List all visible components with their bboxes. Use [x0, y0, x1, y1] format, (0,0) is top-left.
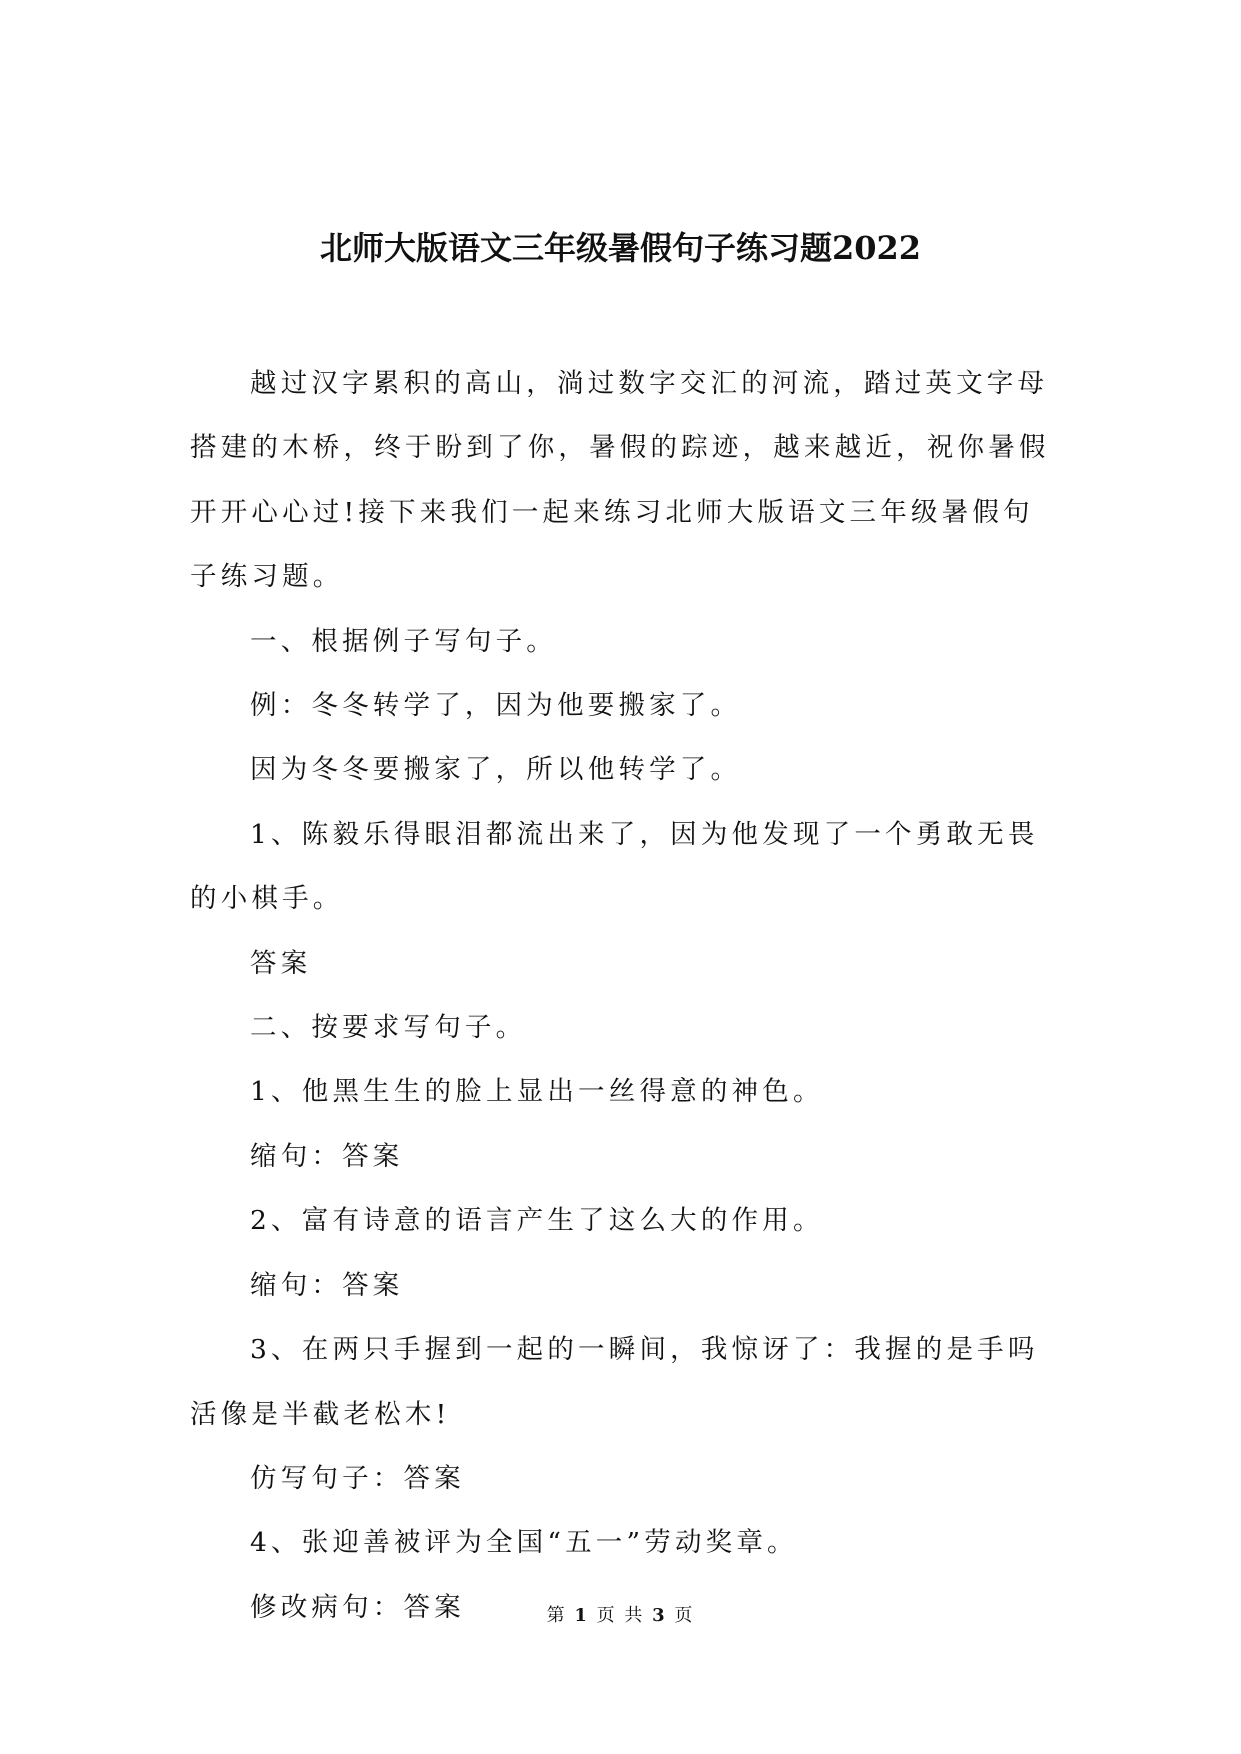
section-heading-1: 一、根据例子写句子。 — [250, 625, 557, 657]
example-rewrite: 因为冬冬要搬家了，所以他转学了。 — [250, 754, 742, 786]
current-page-number: 1 — [574, 1605, 589, 1626]
question-paragraph: 2、富有诗意的语言产生了这么大的作用。 — [250, 1205, 824, 1237]
section-heading-2: 二、按要求写句子。 — [250, 1012, 527, 1044]
footer-prefix: 第 — [546, 1605, 567, 1626]
answer-label: 仿写句子：答案 — [250, 1462, 465, 1494]
question-paragraph: 1、陈毅乐得眼泪都流出来了，因为他发现了一个勇敢无畏的小棋手。 — [190, 818, 1039, 915]
example-sentence: 例：冬冬转学了，因为他要搬家了。 — [250, 690, 742, 722]
question-paragraph: 3、在两只手握到一起的一瞬间，我惊讶了：我握的是手吗 活像是半截老松木! — [190, 1334, 1039, 1430]
answer-label: 修改病句：答案 — [250, 1591, 465, 1623]
footer-suffix: 页 — [674, 1605, 695, 1626]
page-footer — [0, 1604, 1241, 1628]
footer-middle: 页 共 — [596, 1605, 645, 1626]
document-body — [190, 352, 1060, 1640]
total-page-count: 3 — [652, 1605, 667, 1626]
question-paragraph: 4、张迎善被评为全国“五一”劳动奖章。 — [250, 1527, 798, 1559]
answer-label: 缩句：答案 — [250, 1140, 404, 1172]
answer-label: 缩句：答案 — [250, 1269, 404, 1301]
answer-label: 答案 — [250, 947, 312, 979]
question-paragraph: 1、他黑生生的脸上显出一丝得意的神色。 — [250, 1076, 824, 1108]
intro-paragraph: 越过汉字累积的高山，淌过数字交汇的河流，踏过英文字母搭建的木桥，终于盼到了你，暑假的踪迹，越来越近，祝你暑假开开心心过!接下来我们一起来练习北师大版语文三年级暑假句子练习题。 — [190, 368, 1050, 593]
document-title: 北师大版语文三年级暑假句子练习题2022 — [319, 229, 922, 267]
